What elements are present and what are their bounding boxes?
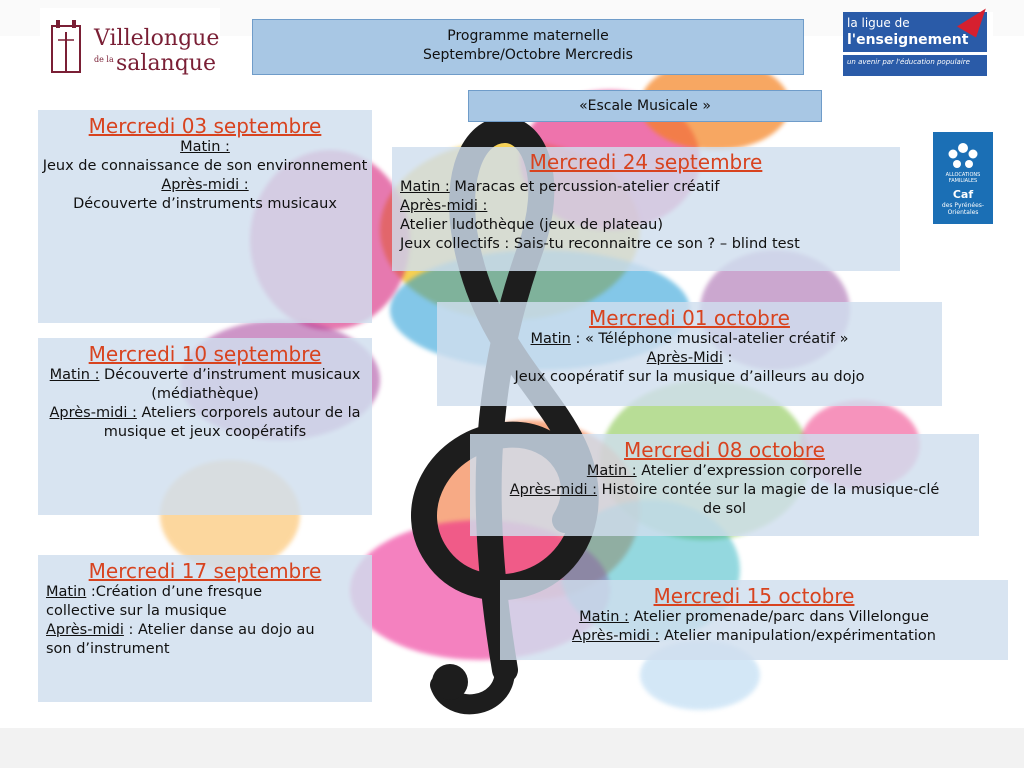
day-heading: Mercredi 24 septembre	[529, 150, 763, 174]
apres-midi-text: Ateliers corporels autour de la musique et jeux coopératifs	[103, 405, 361, 440]
program-title-line2: Septembre/Octobre Mercredis	[423, 47, 633, 63]
day-heading: Mercredi 10 septembre	[88, 342, 322, 366]
matin-text: Maracas et percussion-atelier créatif	[449, 179, 720, 195]
villelongue-name: Villelongue	[94, 26, 220, 51]
apres-midi-label: Après-Midi	[646, 350, 723, 366]
matin-text: :Création d’une fresque collective sur la musique	[46, 584, 263, 619]
ligue-enseignement-logo	[843, 12, 993, 80]
castle-icon	[46, 18, 86, 76]
ligue-tagline: un avenir par l'éducation populaire	[847, 58, 970, 66]
theme-box: «Escale Musicale »	[468, 90, 822, 122]
day-box-10-septembre	[38, 338, 372, 515]
day-heading: Mercredi 15 octobre	[653, 584, 855, 608]
ligue-line1: la ligue de	[847, 16, 910, 30]
day-box-08-octobre	[470, 434, 979, 536]
program-title-line1: Programme maternelle	[447, 28, 609, 44]
matin-label: Matin	[530, 331, 571, 347]
apres-midi-label: Après-midi	[46, 622, 124, 638]
caf-line2: Caf	[952, 188, 974, 201]
caf-family-icon	[945, 140, 981, 170]
day-heading: Mercredi 01 octobre	[589, 306, 790, 330]
day-box-24-septembre	[392, 147, 900, 271]
matin-label: Matin :	[180, 139, 230, 155]
apres-midi-text: Découverte d’instruments musicaux	[73, 196, 337, 212]
apres-midi-text: : Atelier danse au dojo au son d’instrument	[46, 622, 315, 657]
matin-text: Jeux de connaissance de son environnement	[42, 158, 368, 174]
caf-logo	[933, 132, 993, 224]
matin-label: Matin :	[586, 463, 637, 479]
apres-midi-label: Après-midi :	[509, 482, 598, 498]
apres-midi-text: Histoire contée sur la magie de la musique-clé de sol	[597, 482, 940, 517]
day-heading: Mercredi 08 octobre	[624, 438, 825, 462]
apres-midi-label: Après-midi :	[49, 405, 137, 421]
matin-label: Matin	[46, 584, 87, 600]
matin-text: Atelier promenade/parc dans Villelongue	[628, 609, 929, 625]
matin-label: Matin :	[579, 609, 629, 625]
caf-line1: ALLOCATIONS FAMILIALES	[945, 172, 981, 184]
apres-midi-label: Après-midi :	[400, 198, 488, 214]
day-box-01-octobre	[437, 302, 942, 406]
bottom-band	[0, 728, 1024, 768]
apres-midi-text-line2: Jeux collectifs : Sais-tu reconnaitre ce son ? – blind test	[400, 236, 800, 252]
apres-midi-label: Après-midi :	[161, 177, 249, 193]
apres-midi-suffix: :	[722, 350, 733, 366]
caf-line3: des Pyrénées-Orientales	[941, 202, 985, 216]
day-heading: Mercredi 03 septembre	[88, 114, 322, 138]
ligue-line2: l'enseignement	[847, 32, 969, 48]
matin-text: : « Téléphone musical-atelier créatif »	[570, 331, 849, 347]
matin-text: Atelier d’expression corporelle	[636, 463, 863, 479]
matin-label: Matin :	[49, 367, 100, 383]
day-box-15-octobre	[500, 580, 1008, 660]
apres-midi-text: Atelier manipulation/expérimentation	[659, 628, 936, 644]
program-title-box	[252, 19, 804, 75]
day-box-03-septembre	[38, 110, 372, 323]
day-box-17-septembre	[38, 555, 372, 702]
apres-midi-text-line1: Atelier ludothèque (jeux de plateau)	[400, 217, 664, 233]
day-heading: Mercredi 17 septembre	[88, 559, 322, 583]
matin-label: Matin :	[400, 179, 450, 195]
villelongue-de-la: de la	[94, 55, 114, 64]
apres-midi-text: Jeux coopératif sur la musique d’ailleurs au dojo	[514, 369, 865, 385]
apres-midi-label: Après-midi :	[572, 628, 660, 644]
matin-text: Découverte d’instrument musicaux (médiathèque)	[99, 367, 361, 402]
villelongue-logo	[40, 8, 220, 86]
villelongue-salanque: salanque	[116, 51, 216, 76]
